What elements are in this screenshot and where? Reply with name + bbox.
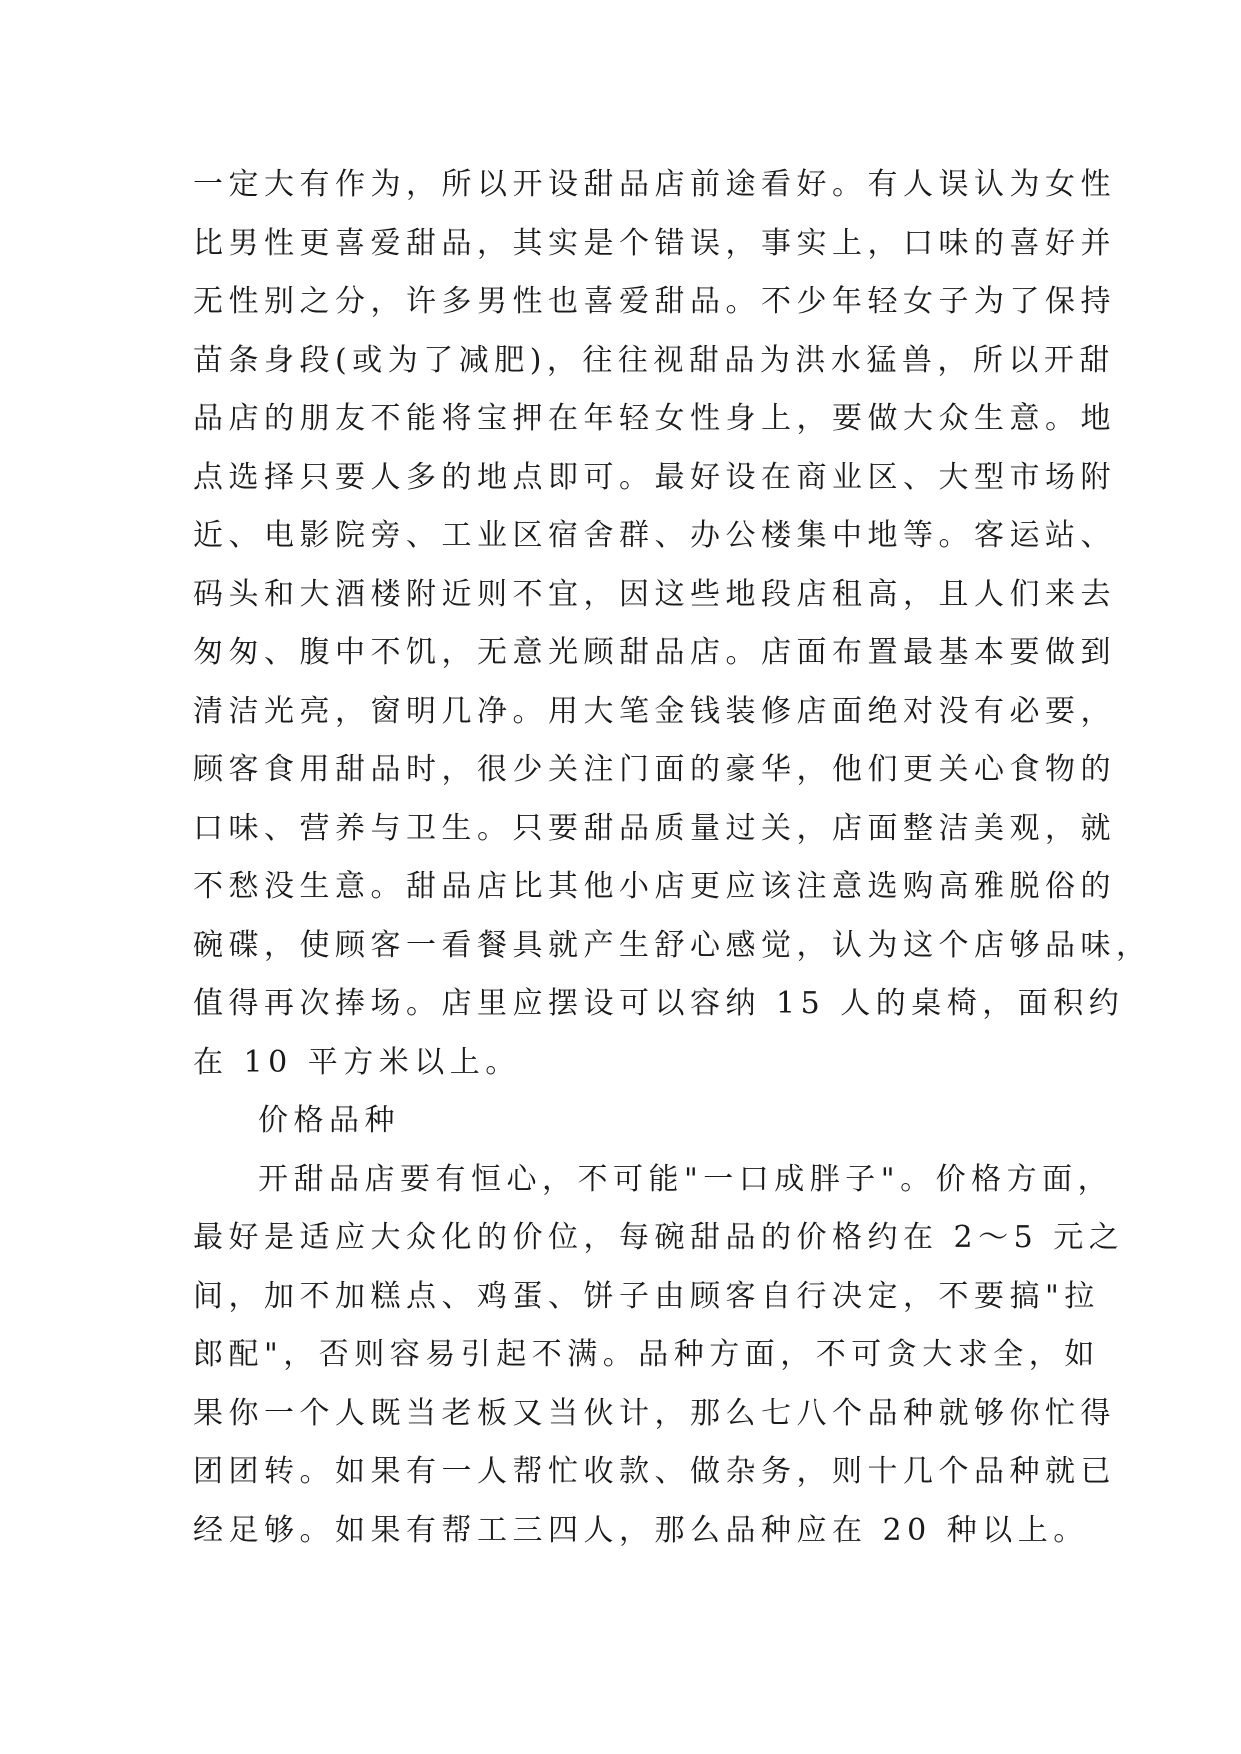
text-line: 一定大有作为，所以开设甜品店前途看好。有人误认为女性 (193, 167, 1116, 202)
text-line: 近、电影院旁、工业区宿舍群、办公楼集中地等。客运站、 (193, 518, 1116, 553)
text-line: 果你一个人既当老板又当伙计，那么七八个品种就够你忙得 (193, 1395, 1116, 1431)
text-line: 清洁光亮，窗明几净。用大笔金钱装修店面绝对没有必要， (193, 693, 1116, 729)
text-line: 经足够。如果有帮工三四人，那么品种应在 20 种以上。 (193, 1512, 1089, 1548)
text-line: 团团转。如果有一人帮忙收款、做杂务，则十几个品种就已 (193, 1454, 1116, 1489)
text-line: 口味、营养与卫生。只要甜品质量过关，店面整洁美观，就 (193, 810, 1116, 846)
text-line: 间，加不加糕点、鸡蛋、饼子由顾客自行决定，不要搞"拉 (193, 1278, 1100, 1314)
text-line: 开甜品店要有恒心，不可能"一口成胖子"。价格方面， (258, 1161, 1114, 1197)
text-line: 匆匆、腹中不饥，无意光顾甜品店。店面布置最基本要做到 (193, 635, 1116, 670)
text-line: 最好是适应大众化的价位，每碗甜品的价格约在 2～5 元之 (193, 1220, 1125, 1255)
text-line: 在 10 平方米以上。 (193, 1044, 521, 1080)
text-line: 不愁没生意。甜品店比其他小店更应该注意选购高雅脱俗的 (193, 869, 1116, 904)
text-line: 值得再次捧场。店里应摆设可以容纳 15 人的桌椅，面积约 (193, 986, 1125, 1021)
body-text (193, 156, 1152, 1560)
text-line: 郎配"，否则容易引起不满。品种方面，不可贪大求全，如 (193, 1337, 1100, 1372)
text-line: 无性别之分，许多男性也喜爱甜品。不少年轻女子为了保持 (193, 284, 1116, 319)
section-heading: 价格品种 (258, 1103, 400, 1138)
text-line: 码头和大酒楼附近则不宜，因这些地段店租高，且人们来去 (193, 576, 1116, 612)
text-line: 碗碟，使顾客一看餐具就产生舒心感觉，认为这个店够品味， (193, 927, 1152, 963)
text-line: 比男性更喜爱甜品，其实是个错误，事实上，口味的喜好并 (193, 225, 1116, 261)
text-line: 品店的朋友不能将宝押在年轻女性身上，要做大众生意。地 (193, 401, 1116, 436)
text-line: 点选择只要人多的地点即可。最好设在商业区、大型市场附 (193, 459, 1116, 495)
text-line: 顾客食用甜品时，很少关注门面的豪华，他们更关心食物的 (193, 752, 1116, 787)
text-line: 苗条身段(或为了减肥)，往往视甜品为洪水猛兽，所以开甜 (193, 342, 1115, 378)
